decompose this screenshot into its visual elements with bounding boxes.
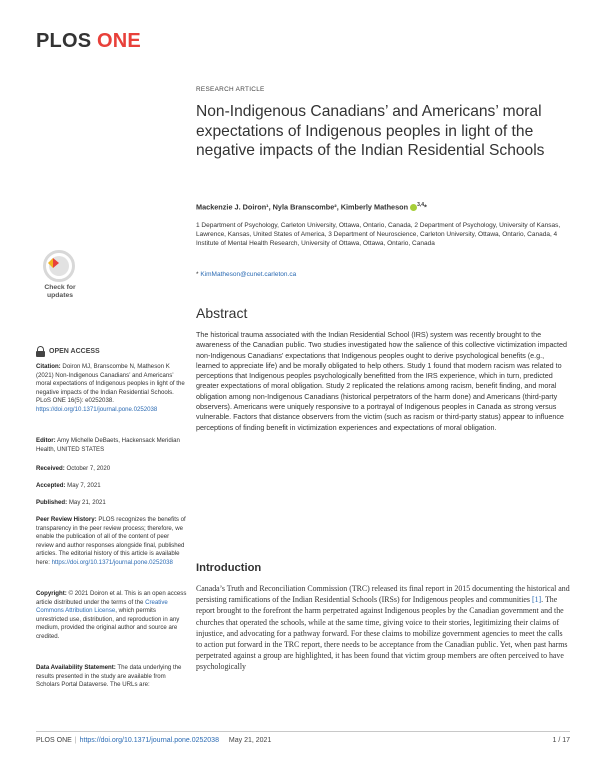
footer-date: May 21, 2021 <box>228 737 272 744</box>
page-number: 1 / 17 <box>552 737 570 744</box>
journal-logo[interactable] <box>36 30 141 53</box>
introduction-text: Canada’s Truth and Reconciliation Commission (TRC) released its final report in 2015 documenting the historical and persisting ramifications of the Indian Residential Schools (IRSs) for Indigenous peoples and communities [1]. The report brought to the forefront the harm perpetrated against Indigenous peoples by the Canadian government and the churches that operated the schools, while at the same time, giving voice to their stories, legitimizing their claims of injustice, and advocating for a pathway forward. For these claims to mobilize government agencies to meet the calls to action put forward in the TRC report, there needs to be acceptance from the Canadian public. Yet, when past harms perpetrated against a group are highlighted, it has been found that victim group members are often perceived to have psychologically <box>196 584 570 672</box>
published-date: Published: May 21, 2021 <box>36 499 106 506</box>
article-title: Non-Indigenous Canadians’ and Americans’ moral expectations of Indigenous peoples in light of the negative impacts of the Indian Residential Schools <box>196 103 545 160</box>
data-availability-block: Data Availability Statement: The data underlying the results presented in the study are available from Scholars Portal Dataverse. The URLs are: <box>36 664 182 689</box>
open-lock-icon <box>36 346 45 357</box>
citation-block: Citation: Doiron MJ, Branscombe N, Matheson K (2021) Non-Indigenous Canadians’ and Americans’ moral expectations of Indigenous peoples in light of the negative impacts of the Indian Residential Schools. PLoS ONE 16(5): e0252038. https://doi.org/10.1371/journal.pone.0252038 <box>36 363 185 413</box>
cc-license-link[interactable]: Creative Commons Attribution License <box>36 598 168 615</box>
editor-block: Editor: Amy Michelle DeBaets, Hackensack Meridian Health, UNITED STATES <box>36 437 180 453</box>
abstract-heading: Abstract <box>196 305 248 321</box>
author-list: Mackenzie J. Doiron¹, Nyla Branscombe², Kimberly Matheson $^{3,4}$* <box>196 202 427 212</box>
crossmark-flag-red <box>53 258 59 268</box>
open-access-label: OPEN ACCESS <box>36 346 100 357</box>
footer-journal: PLOS ONE <box>36 737 72 744</box>
footer-divider <box>36 731 570 732</box>
peer-review-link[interactable]: https://doi.org/10.1371/journal.pone.0252038 <box>51 558 173 566</box>
page-footer: PLOS ONE | https://doi.org/10.1371/journal.pone.0252038 May 21, 2021 <box>36 737 272 744</box>
copyright-block: Copyright: © 2021 Doiron et al. This is an open access article distributed under the terms of the Creative Commons Attribution License, which permits unrestricted use, distribution, and reproduction in any medium, provided the original author and source are credited. <box>36 590 187 640</box>
corresponding-email: * KimMatheson@cunet.carleton.ca <box>196 271 297 278</box>
logo-plos-text: PLOS <box>36 30 92 52</box>
citation-doi-link[interactable]: https://doi.org/10.1371/journal.pone.0252038 <box>36 405 158 413</box>
accepted-date: Accepted: May 7, 2021 <box>36 482 101 489</box>
email-link[interactable]: KimMatheson@cunet.carleton.ca <box>200 271 297 278</box>
affiliations: 1 Department of Psychology, Carleton University, Ottawa, Ontario, Canada, 2 Department of Psychology, University of Kansas, Lawrence, Kansas, United States of America, 3 Department of Neuroscience, Carleton University, Ottawa, Ontario, Canada, 4 Institute of Mental Health Research, University of Ottawa, Ottawa, Ontario, Canada <box>196 222 561 247</box>
received-date: Received: October 7, 2020 <box>36 465 111 472</box>
footer-doi-link[interactable]: https://doi.org/10.1371/journal.pone.0252038 <box>79 737 219 744</box>
logo-one-text: ONE <box>97 30 141 52</box>
check-for-updates-label: Check for updates <box>44 284 76 299</box>
peer-review-block: Peer Review History: PLOS recognizes the benefits of transparency in the peer review process; therefore, we enable the publication of all of the content of peer review and author responses alongside final, published articles. The editorial history of this article is available here: https://doi.org/10.1371/journal.pone.0252038 <box>36 516 186 566</box>
reference-link[interactable]: [1] <box>531 595 542 605</box>
article-type: RESEARCH ARTICLE <box>196 86 265 93</box>
abstract-text: The historical trauma associated with the Indian Residential School (IRS) system was recently brought to the awareness of the Canadian public. Two studies investigated how the salience of this collective victimization impacted non-Indigenous Canadians’ expectations that Indigenous peoples ought to derive psychological benefits (e.g., learned to appreciate life) and be morally obligated to help others. Study 1 found that modern racism was related to perceptions that Indigenous peoples psychologically benefitted from the IRS experience, which in turn, predicted greater expectations of moral obligation. Study 2 replicated the relations among racism, benefit finding, and moral obligation among non-Indigenous Canadians (historical perpetrators of the harm done) and Americans (third-party observers). Americans were uniquely responsive to a portrayal of Indigenous peoples in Canada as strong versus vulnerable. Factors that distance observers from the victim (such as racism or third-party status) appear to influence perceptions of finding benefit in victimization experiences and expectations of moral obligation. <box>196 330 568 432</box>
check-for-updates-badge[interactable] <box>36 250 84 302</box>
introduction-heading: Introduction <box>196 562 262 574</box>
